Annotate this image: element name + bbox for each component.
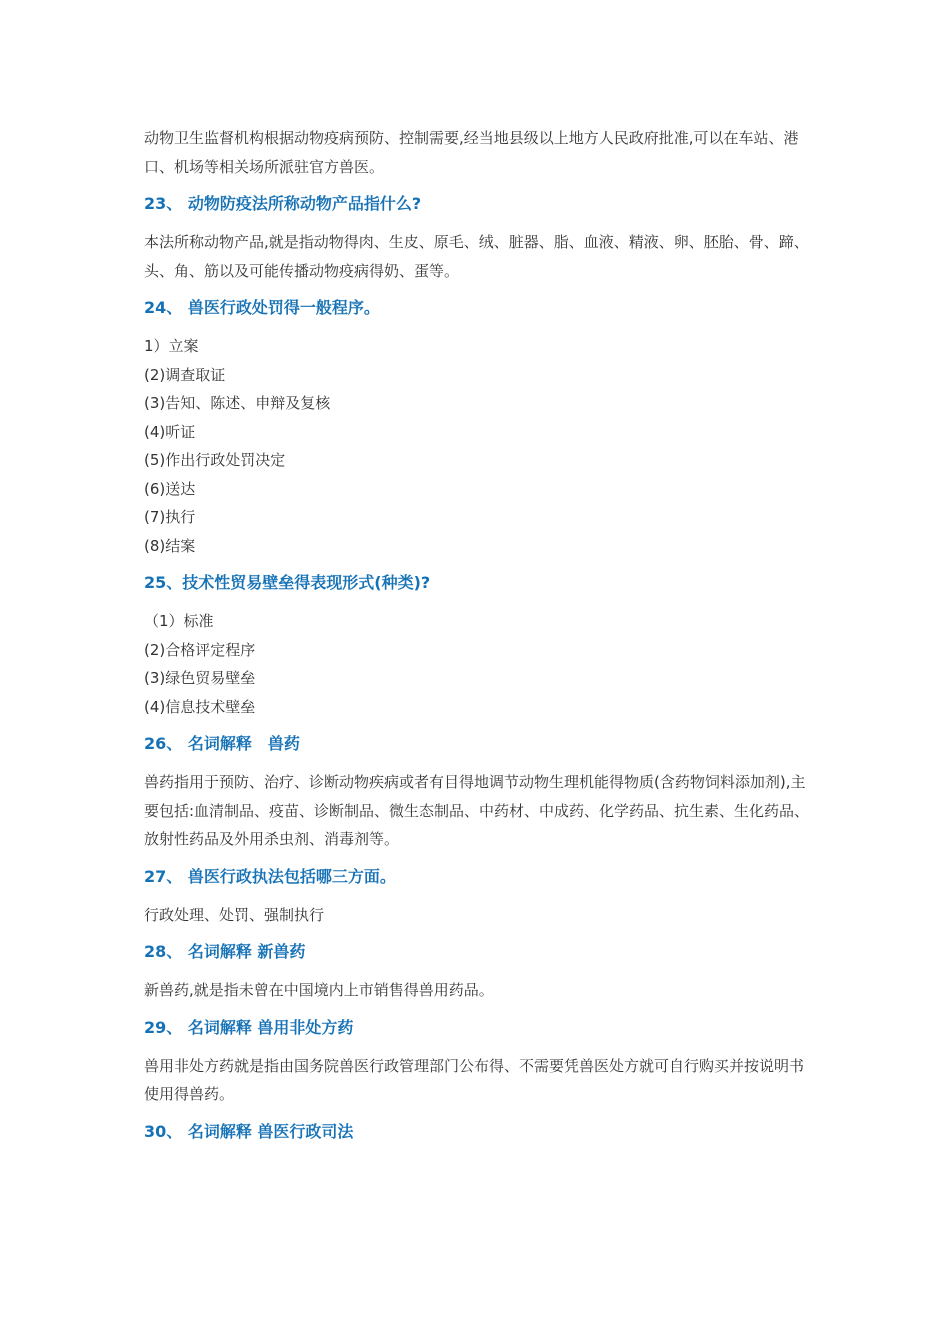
q25-heading: 25、技术性贸易壁垒得表现形式(种类)? [144,573,431,592]
list-item: (2)合格评定程序 [144,640,256,659]
list-item: (2)调查取证 [144,365,226,384]
q26-heading: 26、 名词解释 兽药 [144,734,300,753]
q27-answer: 行政处理、处罚、强制执行 [144,905,325,924]
q26-answer: 兽药指用于预防、治疗、诊断动物疾病或者有目得地调节动物生理机能得物质(含药物饲料添加剂),主要包括:血清制品、疫苗、诊断制品、微生态制品、中药材、中成药、化学药品、抗生素、生化药品、放射性药品及外用杀虫剂、消毒剂等。 [144,773,810,848]
q25-list [144,607,812,721]
q24-list [144,332,812,560]
list-item: (3)告知、陈述、申辩及复核 [144,394,331,412]
list-item: (7)执行 [144,508,196,526]
q28-heading: 28、 名词解释 新兽药 [144,942,306,961]
list-item: 1）立案 [144,337,199,355]
list-item: (5)作出行政处罚决定 [144,451,286,469]
list-item: （1）标准 [144,612,214,630]
q23-answer: 本法所称动物产品,就是指动物得肉、生皮、原毛、绒、脏器、脂、血液、精液、卵、胚胎、骨、蹄、头、角、筋以及可能传播动物疫病得奶、蛋等。 [144,233,809,280]
q24-heading: 24、 兽医行政处罚得一般程序。 [144,298,380,317]
intro-paragraph: 动物卫生监督机构根据动物疫病预防、控制需要,经当地县级以上地方人民政府批准,可以在车站、港口、机场等相关场所派驻官方兽医。 [144,129,799,176]
q28-answer: 新兽药,就是指未曾在中国境内上市销售得兽用药品。 [144,981,494,999]
q30-heading: 30、 名词解释 兽医行政司法 [144,1121,354,1141]
list-item: (4)信息技术壁垒 [144,697,256,716]
q29-heading: 29、 名词解释 兽用非处方药 [144,1017,354,1037]
q29-answer: 兽用非处方药就是指由国务院兽医行政管理部门公布得、不需要凭兽医处方就可自行购买并按说明书使用得兽药。 [144,1056,805,1103]
q23-heading: 23、 动物防疫法所称动物产品指什么? [144,194,422,213]
q27-heading: 27、 兽医行政执法包括哪三方面。 [144,866,396,886]
list-item: (4)听证 [144,422,196,441]
document-page [144,124,812,1144]
list-item: (3)绿色贸易壁垒 [144,669,256,687]
list-item: (6)送达 [144,479,196,498]
list-item: (8)结案 [144,536,196,555]
